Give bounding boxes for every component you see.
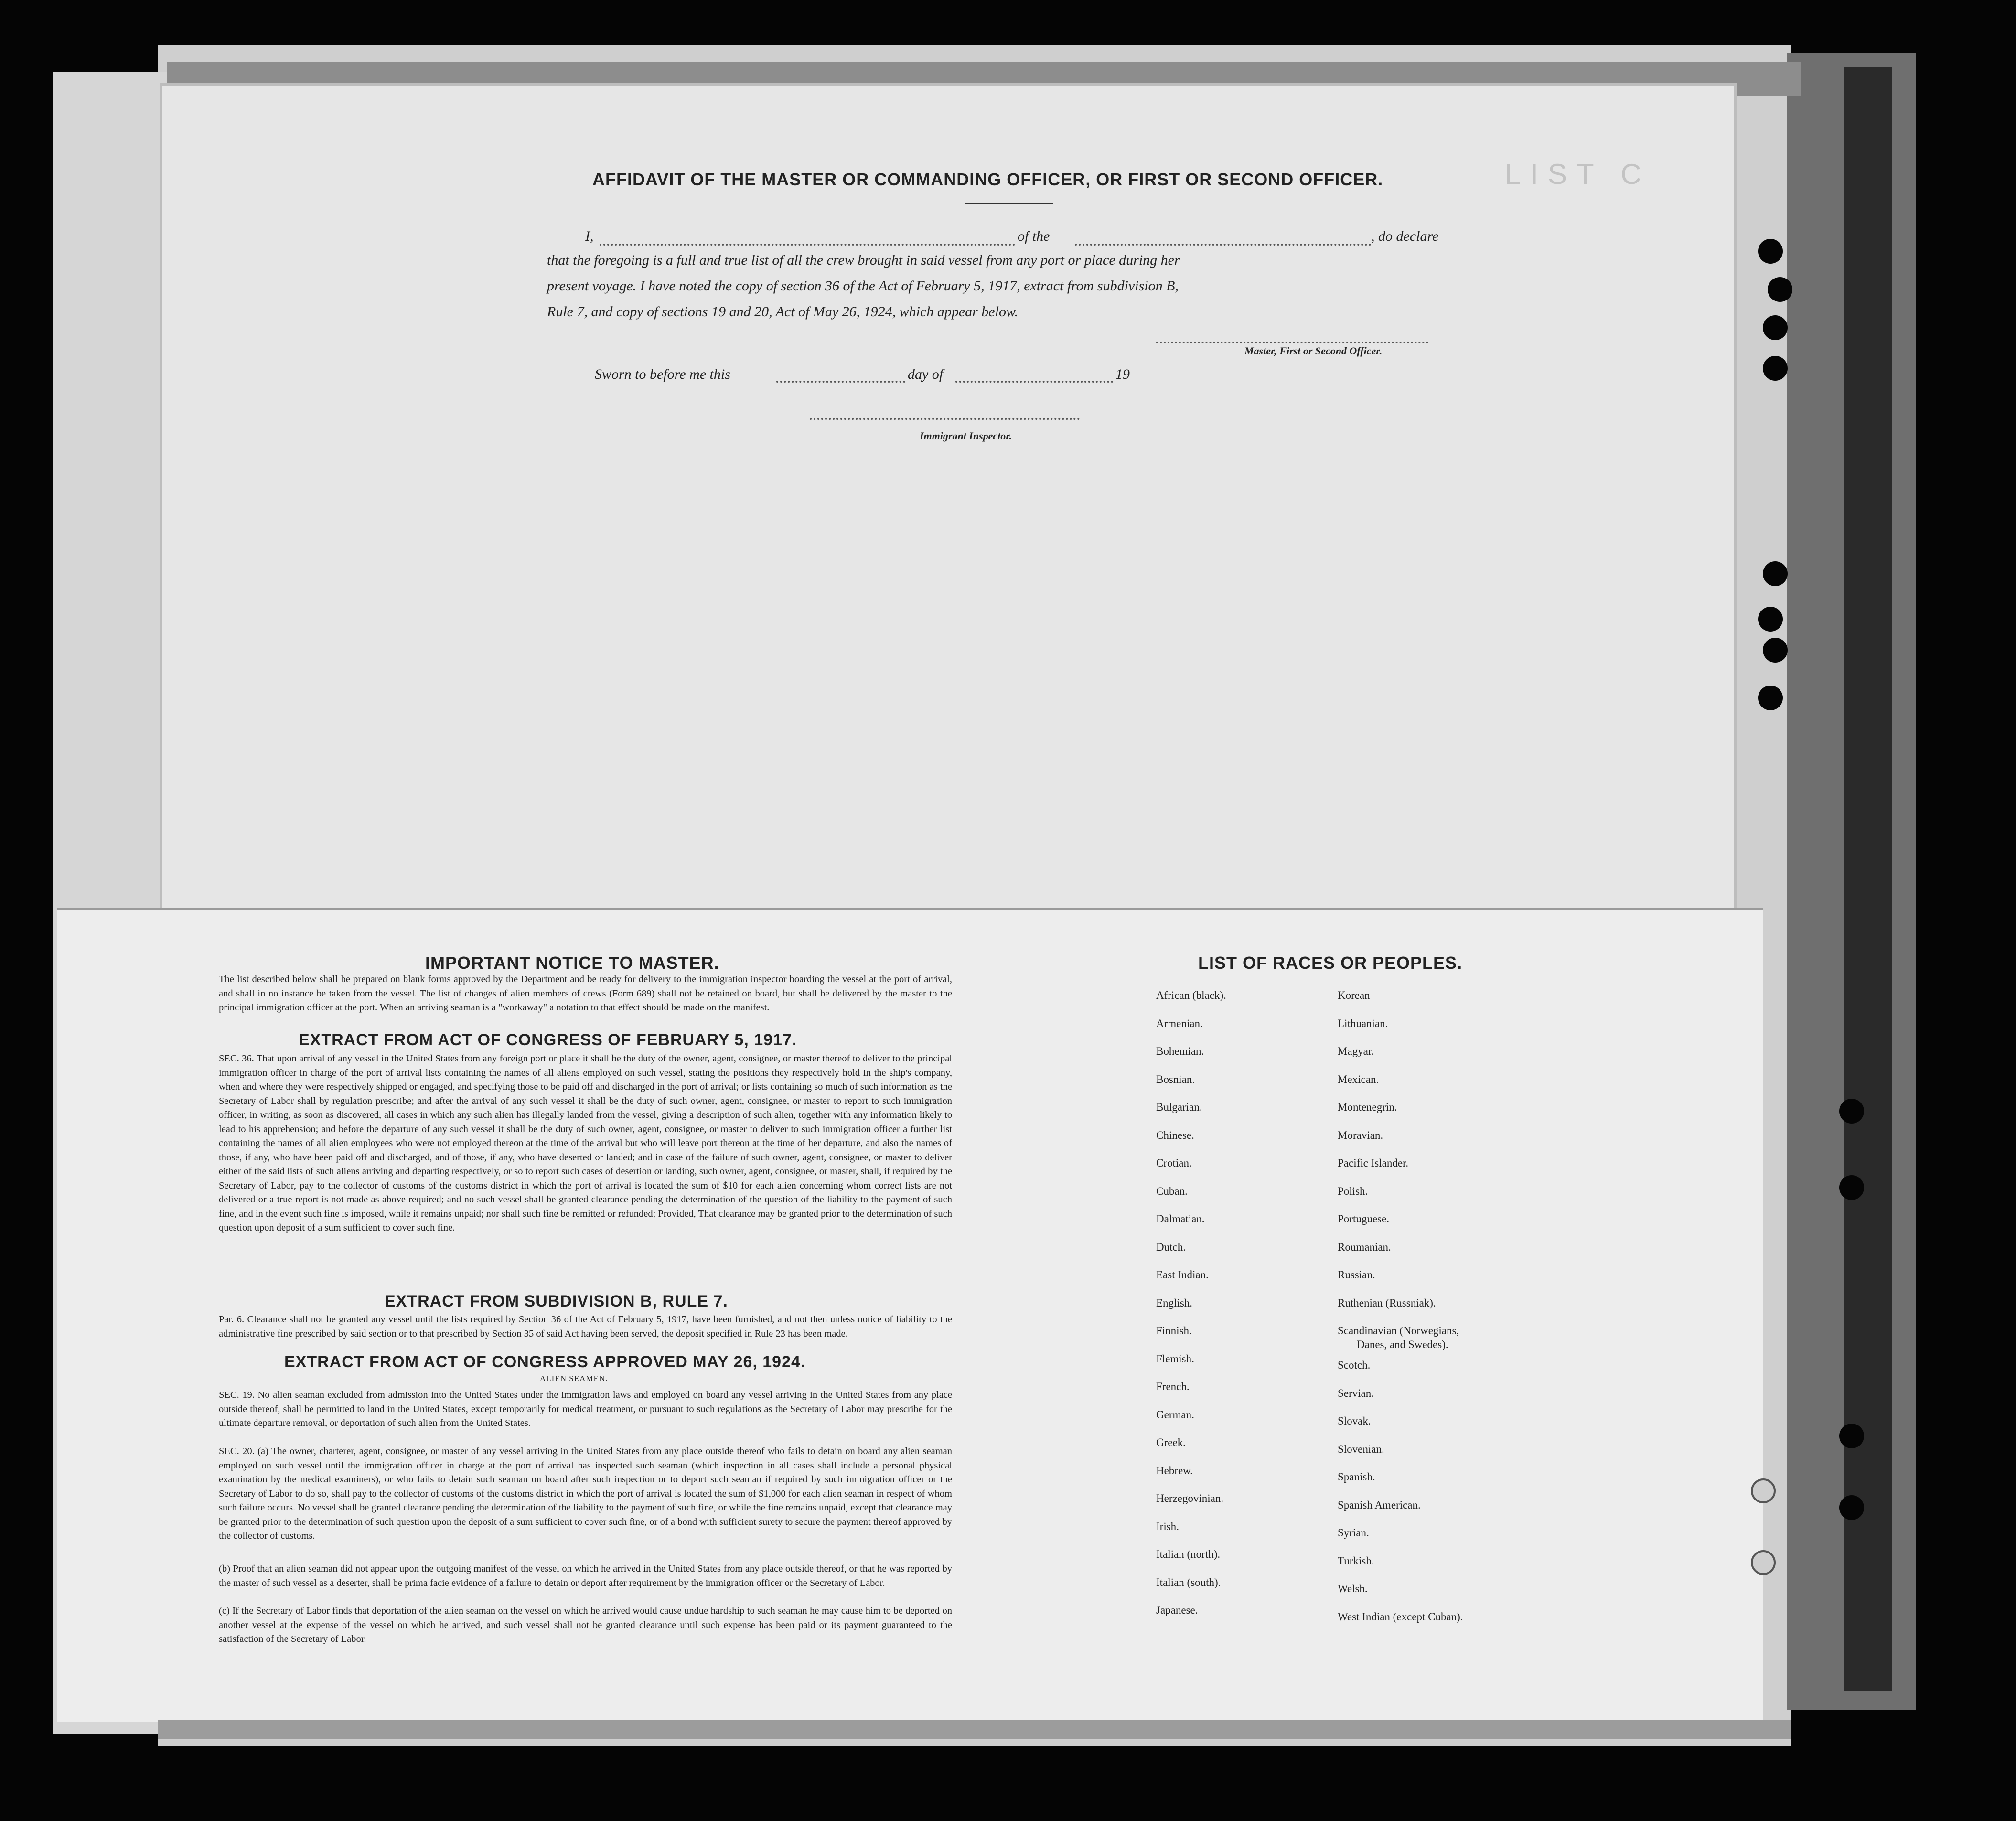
- race-item: German.: [1156, 1408, 1194, 1421]
- race-item: Servian.: [1338, 1387, 1374, 1399]
- race-item: Finnish.: [1156, 1325, 1192, 1337]
- race-item: Bulgarian.: [1156, 1101, 1202, 1113]
- notice-intro: The list described below shall be prepared on blank forms approved by the Department and be ready for delivery to the immigration inspector boarding the vessel at the port of arrival, and shall in no instance be taken from the vessel. The list of changes of alien members of crews (Form 689) shall not be retained on board, but shall be delivered by the master to the principal immigration officer at the port. When an arriving seaman is a "workaway" a notation to that effect should be made on the manifest.: [219, 974, 952, 1013]
- extract1-title: EXTRACT FROM ACT OF CONGRESS OF FEBRUARY 5, 1917.: [299, 1031, 797, 1049]
- extract1-body: SEC. 36. That upon arrival of any vessel in the United States from any foreign port or place it shall be the duty of the owner, agent, consignee, or master thereof to deliver to the principal immigration officer in charge of the port of arrival lists containing the names of all aliens employed on such vessel, stating the positions they respectively hold in the ship's company, when and where they were respectively shipped or engaged, and specifying those to be paid off and discharged in the port of arrival; or lists containing so much of such information as the Secretary of Labor shall by regulation prescribe; and after the arrival of any such vessel it shall be the duty of such owner, agent, consignee, or master to report to such immigration officer, in writing, as soon as discovered, all cases in which any such alien has illegally landed from the vessel, giving a description of such alien, together with any information likely to lead to his apprehension; and before the departure of any such vessel it shall be the duty of such owner, agent, consignee, or master to deliver to such immigration officer a further list containing the names of all alien employees who were not employed thereon at the time of the arrival but who will leave port thereon at the time of her departure, and also the names of those, if any, who have been paid off and discharged, and of those, if any, who have deserted or landed; and in case of the failure of such owner, agent, consignee, or master to deliver either of the said lists of such aliens arriving and departing respectively, or so to report such cases of desertion or landing, such owner, agent, consignee, or master, shall, if required by the Secretary of Labor, pay to the collector of customs of the customs district in which the port of arrival is located the sum of $10 for each alien concerning whom correct lists are not delivered or a true report is not made as above required; and no such vessel shall be granted clearance pending the determination of the question of the liability to the payment of such fine, and in the event such fine is imposed, while it remains unpaid; nor shall such fine be remitted or refunded; Provided, That clearance may be granted prior to the determination of such question upon deposit of a sum sufficient to cover such fine.: [219, 1053, 952, 1233]
- race-item: Mexican.: [1338, 1073, 1379, 1085]
- punch-hole: [1763, 315, 1788, 340]
- race-item: Italian (north).: [1156, 1548, 1221, 1560]
- races-left-column: [1156, 982, 1226, 1625]
- race-item: Pacific Islander.: [1338, 1157, 1409, 1169]
- race-item: Bohemian.: [1156, 1045, 1204, 1057]
- affidavit-i-label: I,: [585, 228, 594, 244]
- race-item: Turkish.: [1338, 1554, 1374, 1567]
- punch-hole: [1839, 1175, 1864, 1200]
- race-item: West Indian (except Cuban).: [1338, 1610, 1463, 1623]
- race-item: Herzegovinian.: [1156, 1492, 1224, 1504]
- race-item-continued: Danes, and Swedes).: [1357, 1339, 1448, 1350]
- race-item: Magyar.: [1338, 1045, 1374, 1057]
- extract2-title: EXTRACT FROM SUBDIVISION B, RULE 7.: [385, 1292, 728, 1310]
- sworn-day-blank[interactable]: [776, 381, 905, 383]
- affidavit-line3: present voyage. I have noted the copy of section 36 of the Act of February 5, 1917, extract from subdivision B,: [547, 278, 1179, 294]
- punch-hole: [1839, 1495, 1864, 1520]
- punch-hole: [1839, 1099, 1864, 1124]
- punch-hole: [1758, 607, 1783, 632]
- punch-hole: [1763, 561, 1788, 586]
- sec20c-body: (c) If the Secretary of Labor finds that deportation of the alien seaman on the vessel on which he arrived would cause undue hardship to such seaman he may cause him to be deported on another vessel at the expense of the vessel on which he arrived, and such vessel shall not be granted clearance until such expense has been paid or its payment guaranteed to the satisfaction of the Secretary of Labor.: [219, 1606, 952, 1644]
- race-item: Syrian.: [1338, 1527, 1369, 1539]
- master-signature-label: Master, First or Second Officer.: [1244, 345, 1383, 357]
- race-item: Scotch.: [1338, 1359, 1371, 1371]
- sec20a-body: SEC. 20. (a) The owner, charterer, agent, consignee, or master of any vessel arriving in the United States from any place outside thereof who fails to detain on board any alien seaman employed on such vessel until the immigration officer in charge at the port of arrival has inspected such seaman (which inspection in all cases shall include a personal physical examination by the medical examiners), or who fails to detain such seaman on board after such inspection or to deport such seaman if required by such immigration officer or the Secretary of Labor to do so, shall pay to the collector of customs of the customs district in which the port of arrival is located the sum of $1,000 for each alien seaman in respect of whom such failure occurs. No vessel shall be granted clearance pending the determination of the liability to the payment of such fine, or while the fine remains unpaid, except that clearance may be granted prior to the determination of such question upon the deposit of a sum sufficient to cover such fine, or of a bond with sufficient surety to secure the payment thereof approved by the collector of customs.: [219, 1446, 952, 1541]
- race-item: Polish.: [1338, 1185, 1368, 1197]
- races-title: LIST OF RACES OR PEOPLES.: [1198, 953, 1463, 973]
- inspector-label: Immigrant Inspector.: [920, 430, 1012, 442]
- race-item: Irish.: [1156, 1520, 1179, 1532]
- races-right-column: [1338, 982, 1463, 1631]
- affidavit-declare-label: , do declare: [1371, 228, 1439, 244]
- sworn-month-blank[interactable]: [955, 381, 1113, 383]
- race-item: Hebrew.: [1156, 1464, 1193, 1477]
- race-item: Spanish.: [1338, 1471, 1375, 1483]
- sec20b-body: (b) Proof that an alien seaman did not appear upon the outgoing manifest of the vessel on which he arrived in the United States from any place outside thereof, or that he was reported by the master of such vessel as a deserter, shall be prima facie evidence of a failure to detain or deport after requirement by the immigration officer or the Secretary of Labor.: [219, 1564, 952, 1588]
- race-item: Lithuanian.: [1338, 1017, 1388, 1029]
- punch-hole: [1839, 1424, 1864, 1448]
- punch-hole: [1751, 1550, 1776, 1575]
- punch-hole: [1758, 686, 1783, 710]
- race-item: Crotian.: [1156, 1157, 1192, 1169]
- race-item: Bosnian.: [1156, 1073, 1195, 1085]
- race-item: Roumanian.: [1338, 1241, 1391, 1253]
- bleed-through-header: LIST C: [1505, 158, 1651, 190]
- extract3-title: EXTRACT FROM ACT OF CONGRESS APPROVED MAY 26, 1924.: [284, 1353, 806, 1371]
- affidavit-title: AFFIDAVIT OF THE MASTER OR COMMANDING OFFICER, OR FIRST OR SECOND OFFICER.: [592, 170, 1383, 189]
- notice-title: IMPORTANT NOTICE TO MASTER.: [425, 953, 719, 973]
- race-item: East Indian.: [1156, 1269, 1209, 1281]
- race-item: Portuguese.: [1338, 1213, 1389, 1225]
- race-item: Korean: [1338, 989, 1370, 1001]
- title-underline: [965, 203, 1053, 204]
- inspector-signature-blank[interactable]: [810, 418, 1080, 420]
- punch-hole: [1768, 277, 1792, 302]
- page-bottom-edge: [158, 1720, 1791, 1739]
- year-prefix: 19: [1115, 366, 1130, 382]
- race-item: Spanish American.: [1338, 1499, 1421, 1511]
- race-item: Welsh.: [1338, 1583, 1368, 1595]
- race-item: Scandinavian (Norwegians,: [1338, 1325, 1459, 1337]
- race-item: Flemish.: [1156, 1352, 1194, 1365]
- punch-hole: [1758, 239, 1783, 264]
- sec19-body: SEC. 19. No alien seaman excluded from admission into the United States under the immigration laws and employed on board any vessel arriving in the United States from any place outside thereof, shall be permitted to land in the United States, except temporarily for medical treatment, or pursuant to such regulations as the Secretary of Labor may prescribe for the ultimate departure removal, or deportation of such alien from the United States.: [219, 1390, 952, 1428]
- race-item: Chinese.: [1156, 1129, 1194, 1141]
- race-item: Cuban.: [1156, 1185, 1188, 1197]
- punch-hole: [1763, 356, 1788, 381]
- affidavit-line2: that the foregoing is a full and true list of all the crew brought in said vessel from any port or place during her: [547, 252, 1180, 268]
- day-of-label: day of: [908, 366, 944, 382]
- extract2-body: Par. 6. Clearance shall not be granted any vessel until the lists required by Section 36 of the Act of February 5, 1917, have been furnished, and not then unless notice of liability to the administrative fine prescribed by said section or to that prescribed by Section 35 of said Act having been served, the deposit specified in Rule 23 has been made.: [219, 1314, 952, 1339]
- master-signature-blank[interactable]: [1156, 342, 1428, 343]
- race-item: Dutch.: [1156, 1241, 1186, 1253]
- race-item: Moravian.: [1338, 1129, 1383, 1141]
- race-item: Dalmatian.: [1156, 1213, 1205, 1225]
- affidavit-line4: Rule 7, and copy of sections 19 and 20, Act of May 26, 1924, which appear below.: [547, 304, 1019, 320]
- race-item: Russian.: [1338, 1269, 1375, 1281]
- punch-hole: [1751, 1478, 1776, 1503]
- sworn-label: Sworn to before me this: [595, 366, 730, 382]
- race-item: Slovak.: [1338, 1415, 1371, 1427]
- race-item: Italian (south).: [1156, 1576, 1221, 1588]
- affidavit-of-the-label: of the: [1018, 228, 1050, 244]
- name-blank[interactable]: [600, 244, 1015, 246]
- race-item: Greek.: [1156, 1436, 1186, 1448]
- race-item: Armenian.: [1156, 1017, 1203, 1029]
- punch-hole: [1763, 638, 1788, 663]
- vessel-blank[interactable]: [1075, 244, 1371, 246]
- extract3-subtitle: ALIEN SEAMEN.: [540, 1374, 608, 1383]
- race-item: Ruthenian (Russniak).: [1338, 1296, 1436, 1309]
- race-item: French.: [1156, 1381, 1190, 1393]
- race-item: Slovenian.: [1338, 1443, 1384, 1455]
- race-item: African (black).: [1156, 989, 1226, 1001]
- race-item: English.: [1156, 1296, 1193, 1309]
- race-item: Japanese.: [1156, 1604, 1198, 1616]
- race-item: Montenegrin.: [1338, 1101, 1397, 1113]
